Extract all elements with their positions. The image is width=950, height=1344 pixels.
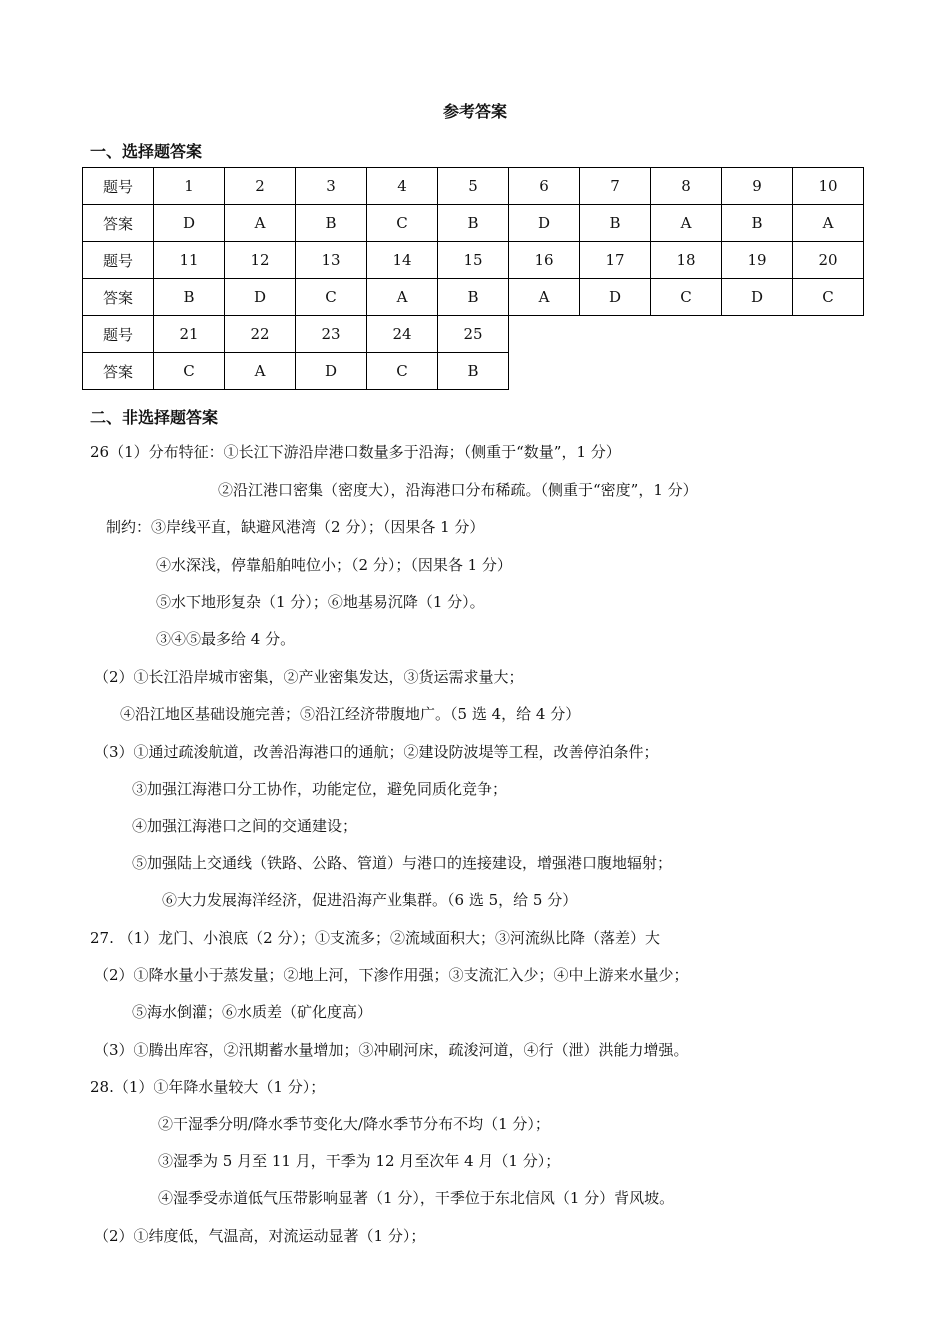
table-cell: B	[154, 279, 225, 316]
row-label: 题号	[83, 316, 154, 353]
section-title-nonchoice: 二、非选择题答案	[90, 408, 219, 427]
table-cell: C	[367, 353, 438, 390]
empty-cell	[509, 316, 580, 353]
table-cell: D	[225, 279, 296, 316]
table-cell: 4	[367, 168, 438, 205]
table-cell: C	[793, 279, 864, 316]
table-cell: 21	[154, 316, 225, 353]
table-cell: 22	[225, 316, 296, 353]
section-title-choice: 一、选择题答案	[90, 142, 203, 161]
answer-line: ④湿季受赤道低气压带影响显著（1 分），干季位于东北信风（1 分）背风坡。	[158, 1189, 675, 1207]
table-row	[83, 168, 864, 205]
answer-line: ⑤加强陆上交通线（铁路、公路、管道）与港口的连接建设，增强港口腹地辐射；	[132, 854, 673, 872]
table-row	[83, 205, 864, 242]
table-cell: B	[438, 205, 509, 242]
answer-line: ⑤水下地形复杂（1 分）；⑥地基易沉降（1 分）。	[156, 593, 485, 611]
table-cell: 17	[580, 242, 651, 279]
table-cell: B	[296, 205, 367, 242]
answer-line: （3）①通过疏浚航道，改善沿海港口的通航；②建设防波堤等工程，改善停泊条件；	[94, 743, 659, 761]
answer-line: （2）①降水量小于蒸发量；②地上河，下渗作用强；③支流汇入少；④中上游来水量少；	[94, 966, 689, 984]
answer-line: ⑥大力发展海洋经济，促进沿海产业集群。（6 选 5，给 5 分）	[162, 891, 578, 909]
empty-cell	[793, 353, 864, 390]
empty-cell	[651, 353, 722, 390]
table-cell: D	[722, 279, 793, 316]
answer-line: （2）①长江沿岸城市密集，②产业密集发达，③货运需求量大；	[94, 668, 524, 686]
table-cell: B	[722, 205, 793, 242]
table-cell: 5	[438, 168, 509, 205]
table-cell: D	[296, 353, 367, 390]
table-cell: 3	[296, 168, 367, 205]
table-cell: 18	[651, 242, 722, 279]
table-cell: 10	[793, 168, 864, 205]
answer-line: 28.（1）①年降水量较大（1 分）；	[90, 1078, 326, 1096]
empty-cell	[509, 353, 580, 390]
table-cell: B	[438, 279, 509, 316]
table-cell: 13	[296, 242, 367, 279]
table-cell: 9	[722, 168, 793, 205]
row-label: 答案	[83, 205, 154, 242]
table-cell: 7	[580, 168, 651, 205]
answer-line: ⑤海水倒灌；⑥水质差（矿化度高）	[132, 1003, 373, 1021]
table-row	[83, 353, 864, 390]
table-cell: D	[154, 205, 225, 242]
answer-line: 27. （1）龙门、小浪底（2 分）；①支流多；②流域面积大；③河流纵比降（落差）大	[90, 929, 660, 947]
table-cell: A	[651, 205, 722, 242]
table-cell: C	[651, 279, 722, 316]
empty-cell	[793, 316, 864, 353]
table-cell: 11	[154, 242, 225, 279]
table-row	[83, 316, 864, 353]
table-cell: A	[225, 353, 296, 390]
answer-line: （2）①纬度低，气温高，对流运动显著（1 分）；	[94, 1227, 426, 1245]
answer-line: ②沿江港口密集（密度大），沿海港口分布稀疏。（侧重于“密度”，1 分）	[218, 481, 698, 499]
answer-line: ②干湿季分明/降水季节变化大/降水季节分布不均（1 分）；	[158, 1115, 550, 1133]
empty-cell	[722, 316, 793, 353]
empty-cell	[651, 316, 722, 353]
row-label: 题号	[83, 168, 154, 205]
table-cell: A	[793, 205, 864, 242]
answer-line: 26（1）分布特征：①长江下游沿岸港口数量多于沿海；（侧重于“数量”，1 分）	[90, 443, 621, 461]
table-cell: B	[580, 205, 651, 242]
empty-cell	[580, 316, 651, 353]
table-cell: 20	[793, 242, 864, 279]
answer-line: （3）①腾出库容，②汛期蓄水量增加；③冲刷河床，疏浚河道，④行（泄）洪能力增强。	[94, 1041, 689, 1059]
table-cell: 19	[722, 242, 793, 279]
answer-line: ④沿江地区基础设施完善；⑤沿江经济带腹地广。（5 选 4，给 4 分）	[120, 705, 581, 723]
answer-line: 制约：③岸线平直，缺避风港湾（2 分）；（因果各 1 分）	[106, 518, 485, 536]
table-cell: B	[438, 353, 509, 390]
table-cell: 1	[154, 168, 225, 205]
table-cell: C	[296, 279, 367, 316]
table-cell: C	[154, 353, 225, 390]
answer-line: ④加强江海港口之间的交通建设；	[132, 817, 358, 835]
table-cell: C	[367, 205, 438, 242]
table-cell: D	[509, 205, 580, 242]
table-cell: 15	[438, 242, 509, 279]
empty-cell	[580, 353, 651, 390]
row-label: 答案	[83, 279, 154, 316]
table-cell: 8	[651, 168, 722, 205]
answer-line: ③加强江海港口分工协作，功能定位，避免同质化竞争；	[132, 780, 508, 798]
table-cell: A	[509, 279, 580, 316]
table-cell: A	[367, 279, 438, 316]
answer-line: ③④⑤最多给 4 分。	[156, 630, 296, 648]
answer-table	[82, 167, 864, 390]
table-cell: D	[580, 279, 651, 316]
table-row	[83, 279, 864, 316]
answer-line: ③湿季为 5 月至 11 月，干季为 12 月至次年 4 月（1 分）；	[158, 1152, 561, 1170]
table-cell: 16	[509, 242, 580, 279]
table-cell: 12	[225, 242, 296, 279]
table-cell: 23	[296, 316, 367, 353]
table-cell: 2	[225, 168, 296, 205]
table-cell: 14	[367, 242, 438, 279]
table-cell: A	[225, 205, 296, 242]
empty-cell	[722, 353, 793, 390]
page-title: 参考答案	[442, 102, 507, 121]
row-label: 题号	[83, 242, 154, 279]
table-cell: 25	[438, 316, 509, 353]
table-cell: 24	[367, 316, 438, 353]
row-label: 答案	[83, 353, 154, 390]
answer-line: ④水深浅，停靠船舶吨位小；（2 分）；（因果各 1 分）	[156, 556, 512, 574]
table-cell: 6	[509, 168, 580, 205]
table-row	[83, 242, 864, 279]
